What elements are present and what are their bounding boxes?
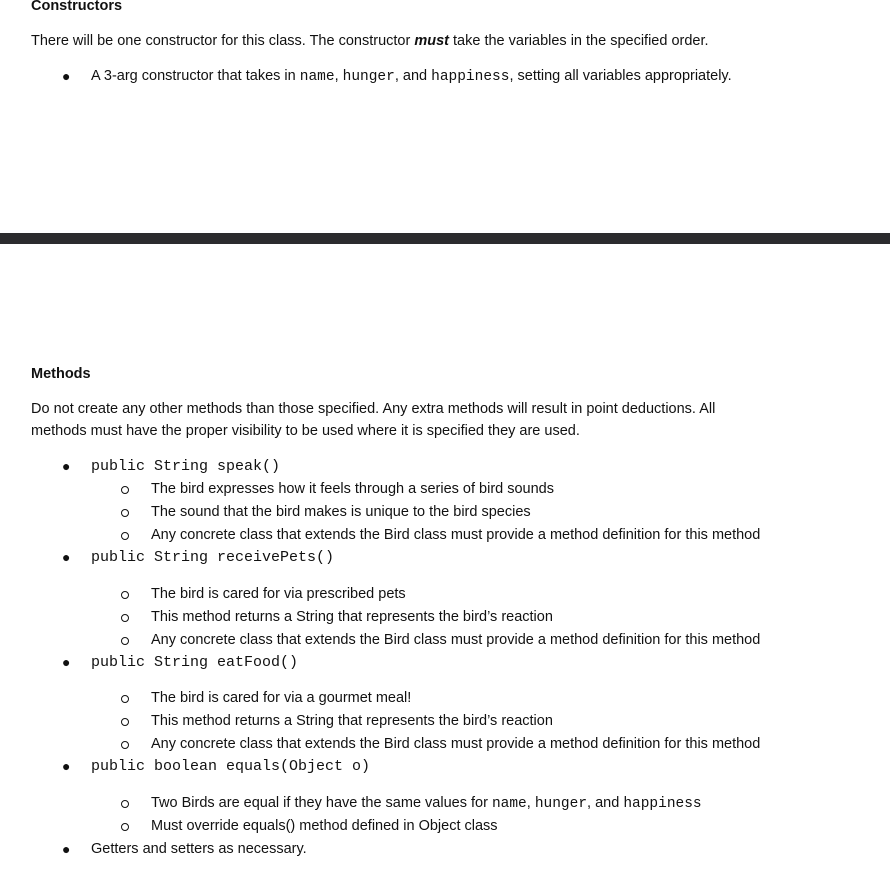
eat-food-signature: public String eatFood() [91,654,299,671]
equals-item [151,795,702,812]
circle-bullet-icon [121,800,129,808]
text: A 3-arg constructor that takes in [91,68,300,84]
text: , [334,68,343,84]
constructors-heading: Constructors [31,0,123,14]
code-happiness: happiness [623,796,702,812]
circle-bullet-icon [121,486,129,494]
circle-bullet-icon [121,718,129,726]
receive-pets-item: The bird is cared for via prescribed pets [151,586,406,602]
bullet-icon: ● [62,841,71,857]
intro-text: There will be one constructor for this class. The constructor [31,33,415,49]
eat-food-item: Any concrete class that extends the Bird class must provide a method definition for this method [151,736,761,752]
eat-food-item: The bird is cared for via a gourmet meal! [151,690,412,706]
circle-bullet-icon [121,509,129,517]
methods-heading: Methods [31,366,91,382]
circle-bullet-icon [121,741,129,749]
code-happiness: happiness [431,69,510,85]
code-hunger: hunger [534,796,588,812]
intro-emphasis: must [414,33,449,49]
bullet-icon: ● [62,68,71,84]
circle-bullet-icon [121,614,129,622]
text: , setting all variables appropriately. [509,68,732,84]
receive-pets-signature: public String receivePets() [91,549,335,566]
circle-bullet-icon [121,823,129,831]
page-divider [0,233,890,244]
speak-item: Any concrete class that extends the Bird class must provide a method definition for this method [151,527,761,543]
circle-bullet-icon [121,591,129,599]
circle-bullet-icon [121,532,129,540]
bullet-icon: ● [62,458,71,474]
text: Two Birds are equal if they have the same values for [151,795,492,811]
bullet-icon: ● [62,758,71,774]
code-name: name [491,796,527,812]
circle-bullet-icon [121,695,129,703]
bullet-icon: ● [62,654,71,670]
equals-item: Must override equals() method defined in Object class [151,818,498,834]
speak-item: The sound that the bird makes is unique to the bird species [151,504,531,520]
receive-pets-item: Any concrete class that extends the Bird class must provide a method definition for this method [151,632,761,648]
speak-signature: public String speak() [91,458,281,475]
code-name: name [299,69,335,85]
text: , [526,795,535,811]
eat-food-item: This method returns a String that represents the bird’s reaction [151,713,553,729]
getters-setters-item: Getters and setters as necessary. [91,841,307,857]
speak-item: The bird expresses how it feels through a series of bird sounds [151,481,554,497]
text: , and [587,795,624,811]
constructors-intro [31,33,709,49]
methods-intro-line1: Do not create any other methods than those specified. Any extra methods will result in point deductions. All [31,401,716,417]
intro-text-end: take the variables in the specified order. [449,33,709,49]
circle-bullet-icon [121,637,129,645]
bullet-icon: ● [62,549,71,565]
receive-pets-item: This method returns a String that represents the bird’s reaction [151,609,553,625]
equals-signature: public boolean equals(Object o) [91,758,371,775]
text: , and [394,68,432,84]
code-hunger: hunger [342,69,395,85]
constructor-bullet [91,68,732,85]
methods-intro-line2: methods must have the proper visibility to be used where it is specified they are used. [31,423,580,439]
